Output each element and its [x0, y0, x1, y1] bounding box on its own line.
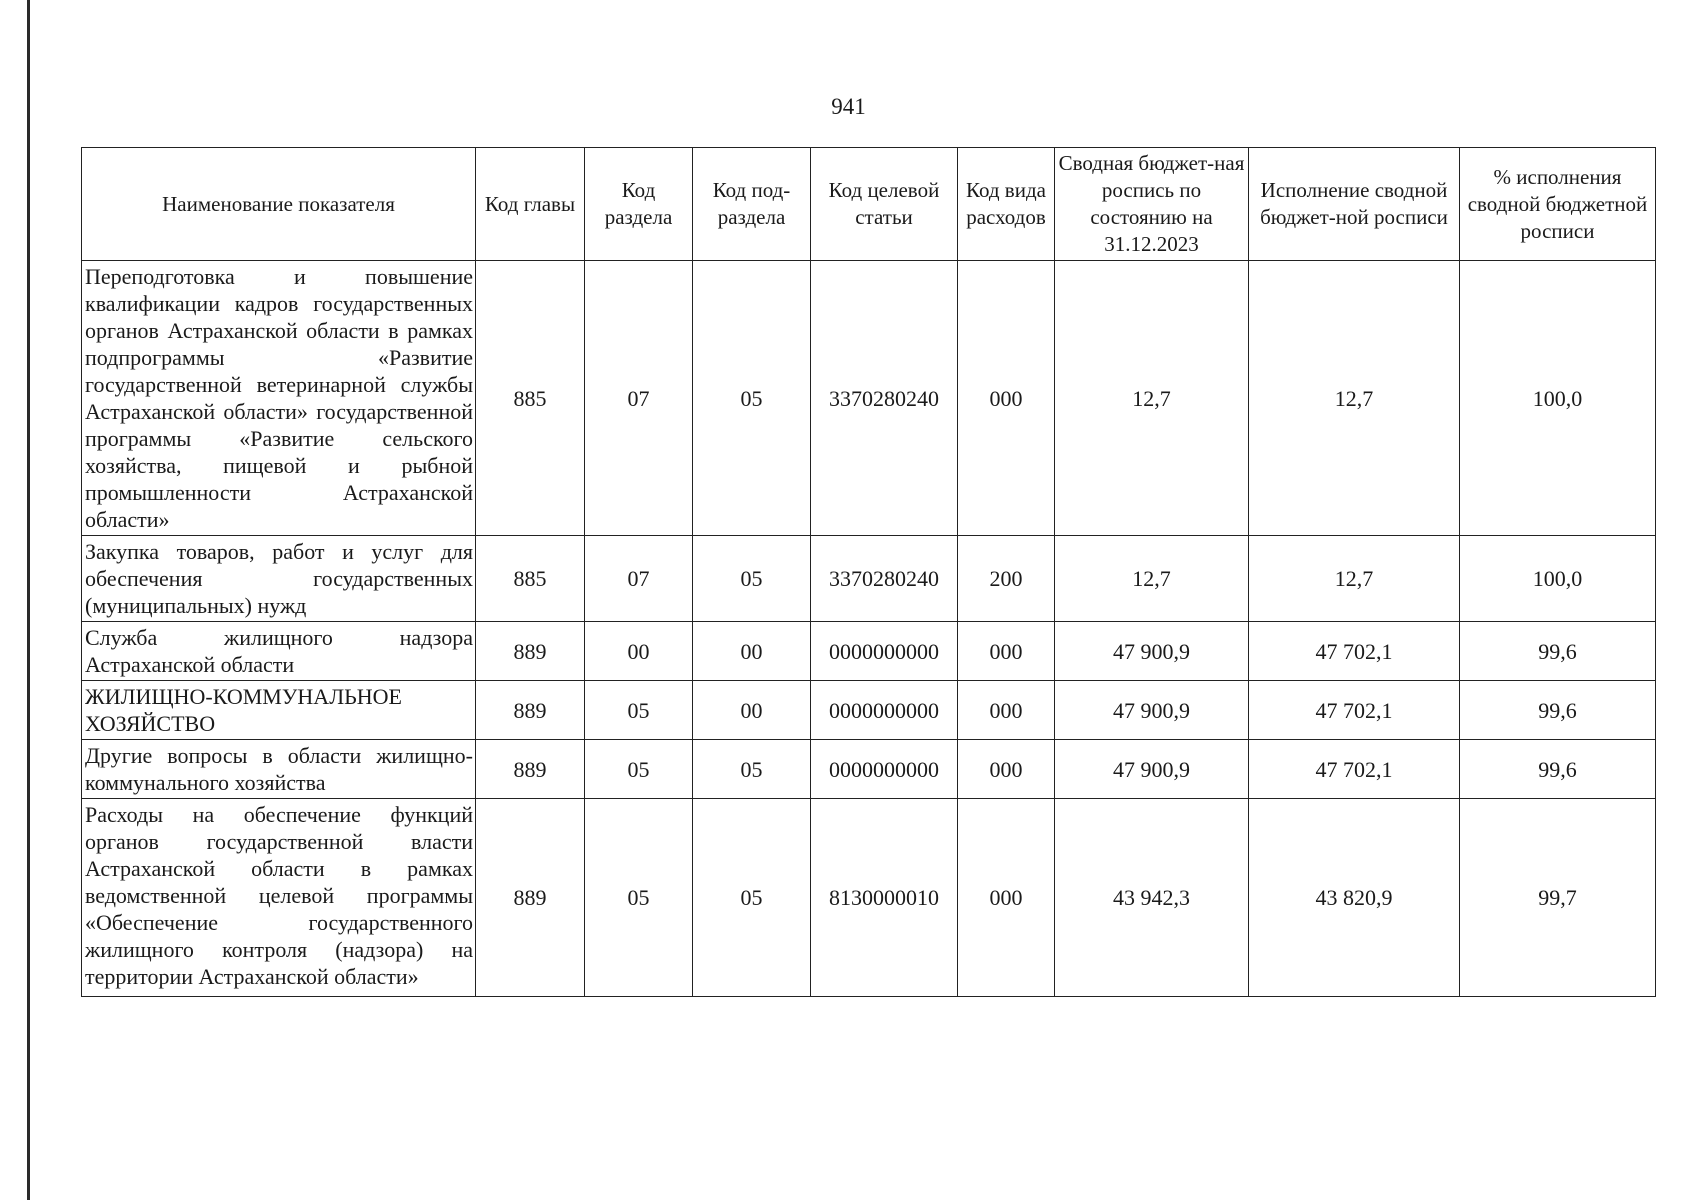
- row-expense-type-code: 000: [958, 622, 1055, 681]
- row-planned-budget: 47 900,9: [1055, 681, 1249, 740]
- row-expense-type-code: 200: [958, 536, 1055, 622]
- row-indicator-name: Закупка товаров, работ и услуг для обеспечения государственных (муниципальных) нужд: [82, 536, 476, 622]
- row-chapter-code: 889: [476, 799, 585, 997]
- row-execution-percent: 99,6: [1460, 681, 1656, 740]
- table-row: [82, 740, 1656, 799]
- row-section-code: 05: [585, 799, 693, 997]
- row-planned-budget: 47 900,9: [1055, 622, 1249, 681]
- row-chapter-code: 889: [476, 622, 585, 681]
- row-indicator-name: Служба жилищного надзора Астраханской области: [82, 622, 476, 681]
- row-expense-type-code: 000: [958, 261, 1055, 536]
- header-subsection-code: Код под-раздела: [693, 148, 811, 261]
- row-executed-budget: 47 702,1: [1249, 740, 1460, 799]
- row-indicator-name: Переподготовка и повышение квалификации кадров государственных органов Астраханской области в рамках подпрограммы «Развитие государственной ветеринарной службы Астраханской области» государственной программы «Развитие сельского хозяйства, пищевой и рыбной промышленности Астраханской области»: [82, 261, 476, 536]
- row-planned-budget: 43 942,3: [1055, 799, 1249, 997]
- row-execution-percent: 100,0: [1460, 536, 1656, 622]
- row-subsection-code: 00: [693, 681, 811, 740]
- row-planned-budget: 12,7: [1055, 536, 1249, 622]
- table-row: [82, 799, 1656, 997]
- header-executed-budget: Исполнение сводной бюджет-ной росписи: [1249, 148, 1460, 261]
- row-planned-budget: 47 900,9: [1055, 740, 1249, 799]
- row-expense-type-code: 000: [958, 681, 1055, 740]
- row-indicator-name: ЖИЛИЩНО-КОММУНАЛЬНОЕ ХОЗЯЙСТВО: [82, 681, 476, 740]
- row-subsection-code: 00: [693, 622, 811, 681]
- header-expense-type-code: Код вида расходов: [958, 148, 1055, 261]
- row-execution-percent: 99,7: [1460, 799, 1656, 997]
- row-executed-budget: 12,7: [1249, 536, 1460, 622]
- budget-execution-table: [81, 147, 1656, 997]
- table-row: [82, 681, 1656, 740]
- row-indicator-name: Расходы на обеспечение функций органов государственной власти Астраханской области в рамках ведомственной целевой программы «Обеспечение государственного жилищного контроля (надзора) на территории Астраханской области»: [82, 799, 476, 997]
- row-expense-type-code: 000: [958, 740, 1055, 799]
- row-chapter-code: 889: [476, 681, 585, 740]
- row-chapter-code: 885: [476, 261, 585, 536]
- row-expense-type-code: 000: [958, 799, 1055, 997]
- row-target-article-code: 3370280240: [811, 261, 958, 536]
- row-executed-budget: 47 702,1: [1249, 681, 1460, 740]
- row-target-article-code: 0000000000: [811, 622, 958, 681]
- row-execution-percent: 100,0: [1460, 261, 1656, 536]
- header-indicator-name: Наименование показателя: [82, 148, 476, 261]
- table-row: [82, 261, 1656, 536]
- row-target-article-code: 0000000000: [811, 740, 958, 799]
- header-section-code: Код раздела: [585, 148, 693, 261]
- row-subsection-code: 05: [693, 536, 811, 622]
- row-subsection-code: 05: [693, 799, 811, 997]
- row-execution-percent: 99,6: [1460, 622, 1656, 681]
- row-section-code: 07: [585, 261, 693, 536]
- row-planned-budget: 12,7: [1055, 261, 1249, 536]
- row-execution-percent: 99,6: [1460, 740, 1656, 799]
- row-section-code: 00: [585, 622, 693, 681]
- row-chapter-code: 889: [476, 740, 585, 799]
- row-section-code: 07: [585, 536, 693, 622]
- row-section-code: 05: [585, 681, 693, 740]
- table-header-row: [82, 148, 1656, 261]
- row-indicator-name: Другие вопросы в области жилищно-коммунального хозяйства: [82, 740, 476, 799]
- table-row: [82, 622, 1656, 681]
- header-chapter-code: Код главы: [476, 148, 585, 261]
- row-executed-budget: 47 702,1: [1249, 622, 1460, 681]
- row-subsection-code: 05: [693, 740, 811, 799]
- row-subsection-code: 05: [693, 261, 811, 536]
- row-executed-budget: 12,7: [1249, 261, 1460, 536]
- row-target-article-code: 0000000000: [811, 681, 958, 740]
- left-margin-rule: [27, 0, 30, 1200]
- header-target-article-code: Код целевой статьи: [811, 148, 958, 261]
- row-executed-budget: 43 820,9: [1249, 799, 1460, 997]
- row-chapter-code: 885: [476, 536, 585, 622]
- row-target-article-code: 8130000010: [811, 799, 958, 997]
- header-planned-budget: Сводная бюджет-ная роспись по состоянию на 31.12.2023: [1055, 148, 1249, 261]
- page-number: 941: [831, 94, 866, 119]
- table-row: [82, 536, 1656, 622]
- header-execution-percent: % исполнения сводной бюджетной росписи: [1460, 148, 1656, 261]
- row-section-code: 05: [585, 740, 693, 799]
- row-target-article-code: 3370280240: [811, 536, 958, 622]
